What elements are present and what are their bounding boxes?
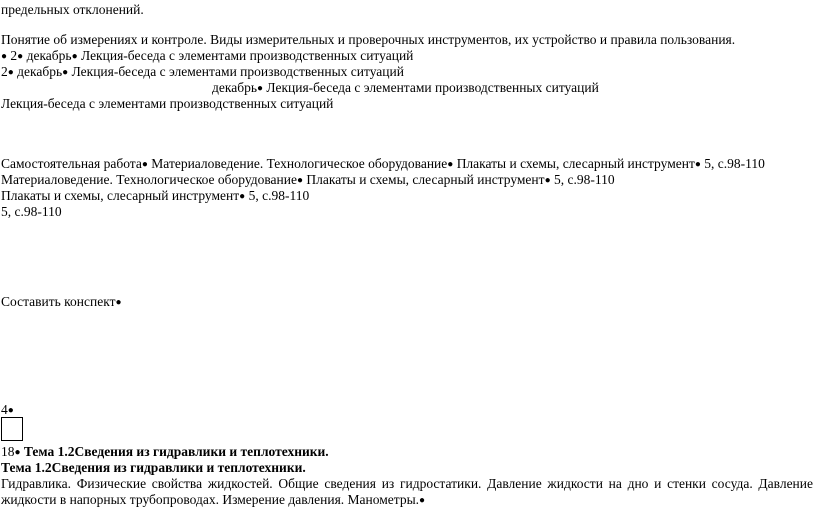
text-line-8 bbox=[1, 172, 615, 189]
bullet-icon: ● bbox=[115, 297, 122, 308]
line-text: декабрь bbox=[26, 48, 72, 63]
bullet-icon: ● bbox=[419, 495, 426, 506]
bullet-icon: ● bbox=[447, 159, 454, 170]
line-text: 5, с.98-110 bbox=[704, 156, 765, 171]
line-text: декабрь bbox=[212, 80, 257, 95]
text-line-5 bbox=[212, 80, 599, 97]
line-text: 2 bbox=[10, 48, 18, 63]
bullet-icon: ● bbox=[256, 83, 264, 94]
text-line-7 bbox=[1, 156, 765, 173]
line-text: Материаловедение. Технологическое оборудование bbox=[151, 156, 448, 171]
bullet-icon: ● bbox=[1, 51, 8, 62]
line-text: Лекция-беседа с элементами производственных ситуаций bbox=[81, 48, 414, 63]
line-text: Лекция-беседа с элементами производственных ситуаций bbox=[71, 64, 404, 79]
text-line-13 bbox=[1, 444, 329, 461]
text-line-14 bbox=[1, 460, 306, 476]
text-line-2 bbox=[1, 32, 735, 48]
text-line-9 bbox=[1, 188, 309, 205]
line-text: Плакаты и схемы, слесарный инструмент bbox=[306, 172, 545, 187]
text-line-1 bbox=[1, 2, 144, 18]
line-text: Составить конспект bbox=[1, 294, 116, 309]
topic-heading: Тема 1.2Сведения из гидравлики и теплотехники. bbox=[23, 444, 329, 459]
line-text: Лекция-беседа с элементами производственных ситуаций bbox=[1, 96, 334, 111]
line-text: 4 bbox=[1, 402, 8, 417]
text-line-11 bbox=[1, 294, 122, 311]
bullet-icon: ● bbox=[7, 67, 14, 78]
line-text: 5, с.98-110 bbox=[248, 188, 310, 203]
bullet-icon: ● bbox=[239, 191, 246, 202]
line-text: предельных отклонений. bbox=[1, 2, 144, 17]
line-text: Лекция-беседа с элементами производственных ситуаций bbox=[266, 80, 599, 95]
text-line-10 bbox=[1, 204, 62, 220]
text-line-6 bbox=[1, 96, 333, 112]
topic-heading: Тема 1.2Сведения из гидравлики и теплотехники. bbox=[1, 460, 306, 475]
bullet-icon: ● bbox=[7, 405, 14, 416]
line-text: Материаловедение. Технологическое оборудование bbox=[1, 172, 297, 187]
line-text: 5, с.98-110 bbox=[553, 172, 615, 187]
paragraph-text: Гидравлика. Физические свойства жидкостей. Общие сведения из гидростатики. Давление жидкости на дно и стенки сосуда. Давление жидкости в напорных трубопроводах. Измерение давления. Манометры. bbox=[1, 476, 813, 507]
text-line-4 bbox=[1, 64, 404, 81]
line-text: Плакаты и схемы, слесарный инструмент bbox=[1, 188, 240, 203]
bullet-icon: ● bbox=[71, 51, 78, 62]
bullet-icon: ● bbox=[694, 159, 701, 170]
bullet-icon: ● bbox=[14, 447, 21, 458]
bullet-icon: ● bbox=[62, 67, 69, 78]
text-line-3 bbox=[1, 48, 413, 65]
text-paragraph bbox=[1, 476, 813, 509]
empty-cell-box bbox=[1, 417, 23, 441]
bullet-icon: ● bbox=[17, 51, 24, 62]
line-text: Плакаты и схемы, слесарный инструмент bbox=[456, 156, 695, 171]
line-text: декабрь bbox=[17, 64, 63, 79]
line-text: Самостоятельная работа bbox=[1, 156, 142, 171]
line-text: 18 bbox=[1, 444, 15, 459]
line-text: 5, с.98-110 bbox=[1, 204, 62, 219]
bullet-icon: ● bbox=[544, 175, 551, 186]
line-text: Понятие об измерениях и контроле. Виды измерительных и проверочных инструментов, их устройство и правила пользования. bbox=[1, 32, 736, 47]
line-text: 2 bbox=[1, 64, 8, 79]
bullet-icon: ● bbox=[296, 175, 304, 186]
bullet-icon: ● bbox=[141, 159, 148, 170]
